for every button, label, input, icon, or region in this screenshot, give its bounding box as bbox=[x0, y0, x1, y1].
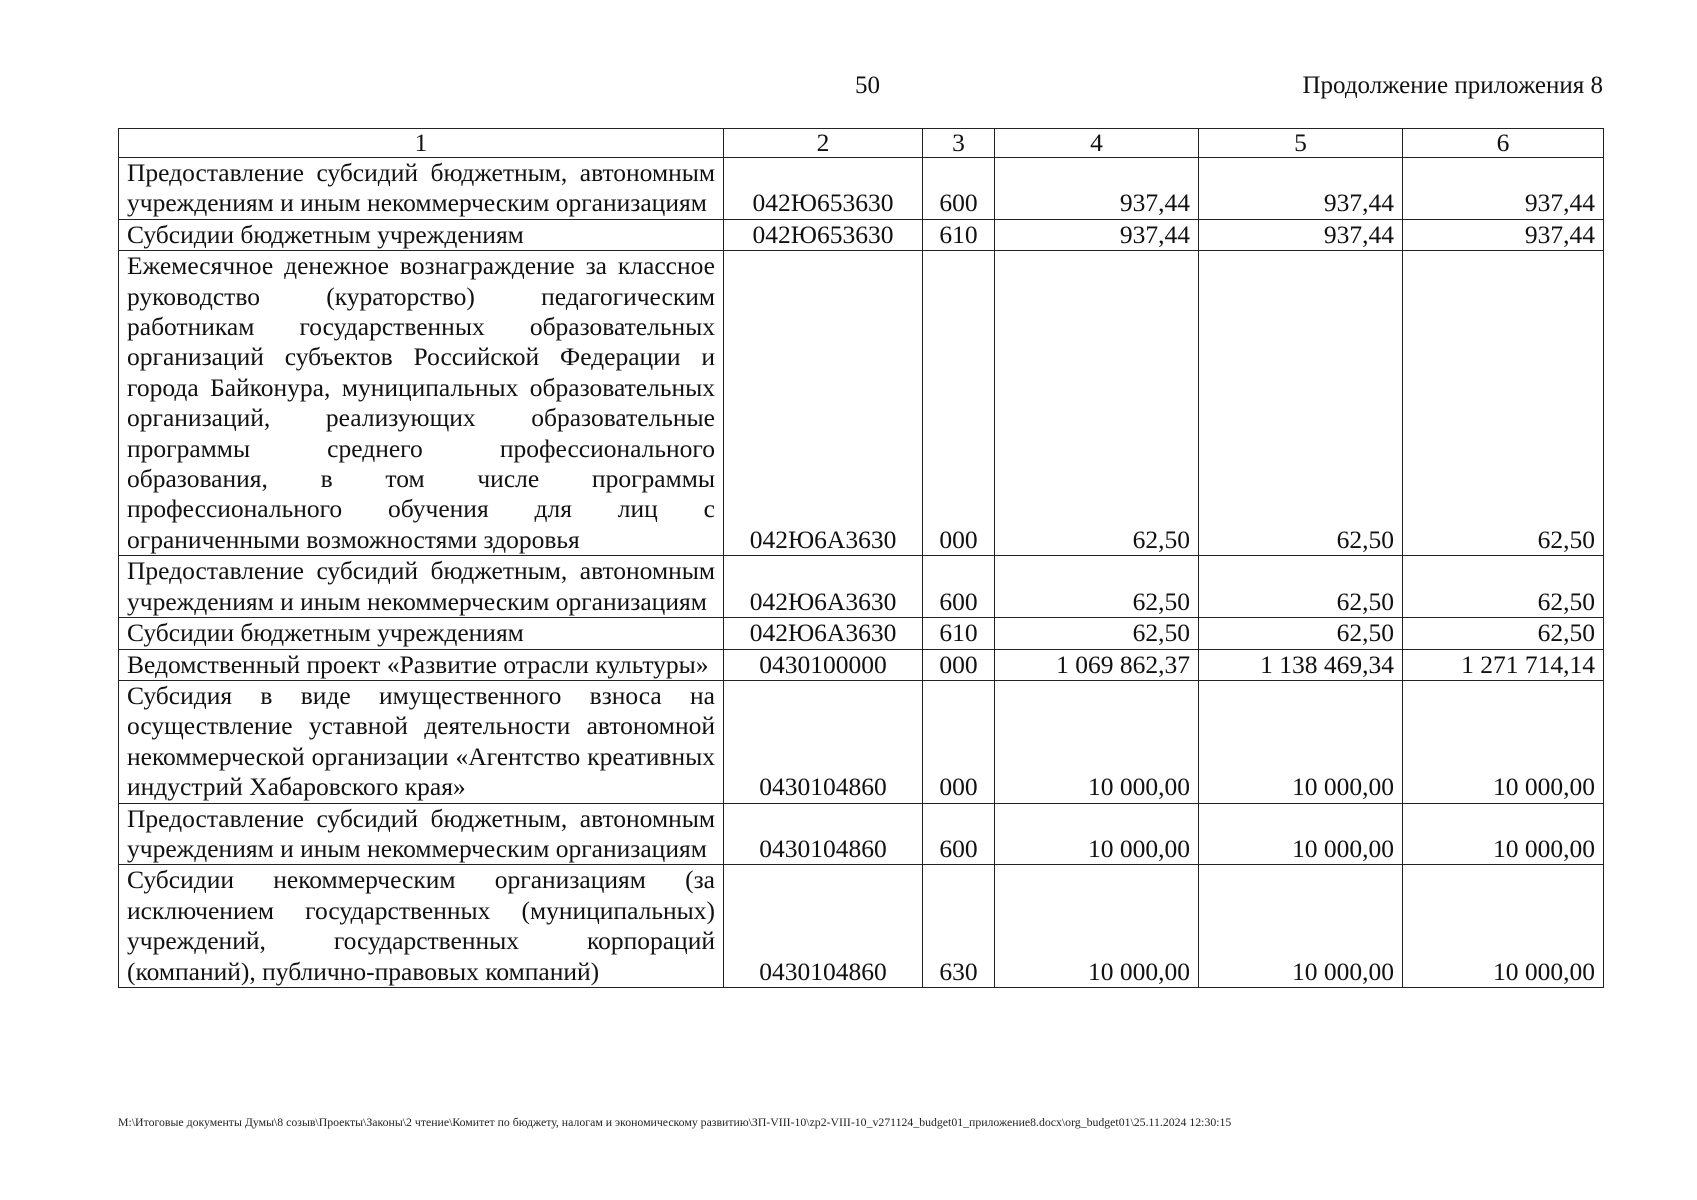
row-value-year-2: 62,50 bbox=[1199, 251, 1403, 556]
row-value-year-3: 937,44 bbox=[1403, 219, 1604, 250]
row-value-year-3: 10 000,00 bbox=[1403, 865, 1604, 988]
row-expense-type: 000 bbox=[923, 680, 995, 803]
row-value-year-3: 10 000,00 bbox=[1403, 803, 1604, 865]
row-target-code: 0430104860 bbox=[724, 680, 923, 803]
row-name: Субсидии бюджетным учреждениям bbox=[119, 618, 724, 649]
row-target-code: 042Ю653630 bbox=[724, 158, 923, 220]
row-value-year-2: 62,50 bbox=[1199, 556, 1403, 618]
row-expense-type: 630 bbox=[923, 865, 995, 988]
table-row bbox=[119, 803, 1604, 865]
row-value-year-2: 62,50 bbox=[1199, 618, 1403, 649]
appendix-continuation-note: Продолжение приложения 8 bbox=[1302, 72, 1603, 99]
column-header: 5 bbox=[1199, 129, 1403, 158]
row-expense-type: 600 bbox=[923, 556, 995, 618]
row-target-code: 0430104860 bbox=[724, 865, 923, 988]
column-header: 6 bbox=[1403, 129, 1604, 158]
table-row bbox=[119, 158, 1604, 220]
row-target-code: 042Ю6А3630 bbox=[724, 251, 923, 556]
column-header: 4 bbox=[995, 129, 1199, 158]
budget-table bbox=[118, 128, 1604, 988]
row-target-code: 042Ю653630 bbox=[724, 219, 923, 250]
row-target-code: 0430100000 bbox=[724, 649, 923, 680]
row-expense-type: 000 bbox=[923, 649, 995, 680]
row-value-year-1: 937,44 bbox=[995, 158, 1199, 220]
row-value-year-1: 62,50 bbox=[995, 556, 1199, 618]
row-value-year-1: 937,44 bbox=[995, 219, 1199, 250]
row-value-year-3: 62,50 bbox=[1403, 251, 1604, 556]
table-row bbox=[119, 556, 1604, 618]
column-header: 1 bbox=[119, 129, 724, 158]
row-target-code: 042Ю6А3630 bbox=[724, 618, 923, 649]
row-expense-type: 000 bbox=[923, 251, 995, 556]
column-number-row bbox=[119, 129, 1604, 158]
row-target-code: 042Ю6А3630 bbox=[724, 556, 923, 618]
table-row bbox=[119, 865, 1604, 988]
row-expense-type: 610 bbox=[923, 618, 995, 649]
row-value-year-2: 10 000,00 bbox=[1199, 803, 1403, 865]
row-name: Ежемесячное денежное вознаграждение за классное руководство (кураторство) педагогическим работникам государственных образовательных организаций субъектов Российской Федерации и города Байконура, муниципальных образовательных организаций, реализующих образовательные программы среднего профессионального образования, в том числе программы профессионального обучения для лиц с ограниченными возможностями здоровья bbox=[119, 251, 724, 556]
row-value-year-1: 62,50 bbox=[995, 618, 1199, 649]
row-target-code: 0430104860 bbox=[724, 803, 923, 865]
page-number: 50 bbox=[855, 72, 880, 99]
row-name: Субсидии некоммерческим организациям (за исключением государственных (муниципальных) учреждений, государственных корпораций (компаний), публично-правовых компаний) bbox=[119, 865, 724, 988]
document-file-path: M:\Итоговые документы Думы\8 созыв\Проекты\Законы\2 чтение\Комитет по бюджету, налогам и экономическому развитию\ЗП-VIII-10\zp2-VIII-10_v271124_budget01_приложение8.docx\org_budget01\25.11.2024 12:30:15 bbox=[118, 1115, 1232, 1129]
row-expense-type: 600 bbox=[923, 158, 995, 220]
row-value-year-1: 10 000,00 bbox=[995, 680, 1199, 803]
column-header: 2 bbox=[724, 129, 923, 158]
row-value-year-3: 10 000,00 bbox=[1403, 680, 1604, 803]
row-value-year-2: 937,44 bbox=[1199, 219, 1403, 250]
table-row bbox=[119, 649, 1604, 680]
row-value-year-3: 1 271 714,14 bbox=[1403, 649, 1604, 680]
row-name: Субсидия в виде имущественного взноса на осуществление уставной деятельности автономной некоммерческой организации «Агентство креативных индустрий Хабаровского края» bbox=[119, 680, 724, 803]
table-row bbox=[119, 618, 1604, 649]
row-value-year-1: 10 000,00 bbox=[995, 803, 1199, 865]
row-value-year-2: 10 000,00 bbox=[1199, 680, 1403, 803]
row-value-year-3: 937,44 bbox=[1403, 158, 1604, 220]
row-name: Предоставление субсидий бюджетным, автономным учреждениям и иным некоммерческим организациям bbox=[119, 556, 724, 618]
row-name: Предоставление субсидий бюджетным, автономным учреждениям и иным некоммерческим организациям bbox=[119, 803, 724, 865]
row-name: Предоставление субсидий бюджетным, автономным учреждениям и иным некоммерческим организациям bbox=[119, 158, 724, 220]
row-value-year-3: 62,50 bbox=[1403, 556, 1604, 618]
row-name: Субсидии бюджетным учреждениям bbox=[119, 219, 724, 250]
column-header: 3 bbox=[923, 129, 995, 158]
row-value-year-2: 937,44 bbox=[1199, 158, 1403, 220]
row-expense-type: 610 bbox=[923, 219, 995, 250]
table-row bbox=[119, 251, 1604, 556]
table-row bbox=[119, 219, 1604, 250]
table-row bbox=[119, 680, 1604, 803]
row-value-year-1: 1 069 862,37 bbox=[995, 649, 1199, 680]
row-value-year-2: 10 000,00 bbox=[1199, 865, 1403, 988]
row-name: Ведомственный проект «Развитие отрасли культуры» bbox=[119, 649, 724, 680]
row-value-year-2: 1 138 469,34 bbox=[1199, 649, 1403, 680]
row-value-year-1: 10 000,00 bbox=[995, 865, 1199, 988]
row-expense-type: 600 bbox=[923, 803, 995, 865]
row-value-year-1: 62,50 bbox=[995, 251, 1199, 556]
row-value-year-3: 62,50 bbox=[1403, 618, 1604, 649]
